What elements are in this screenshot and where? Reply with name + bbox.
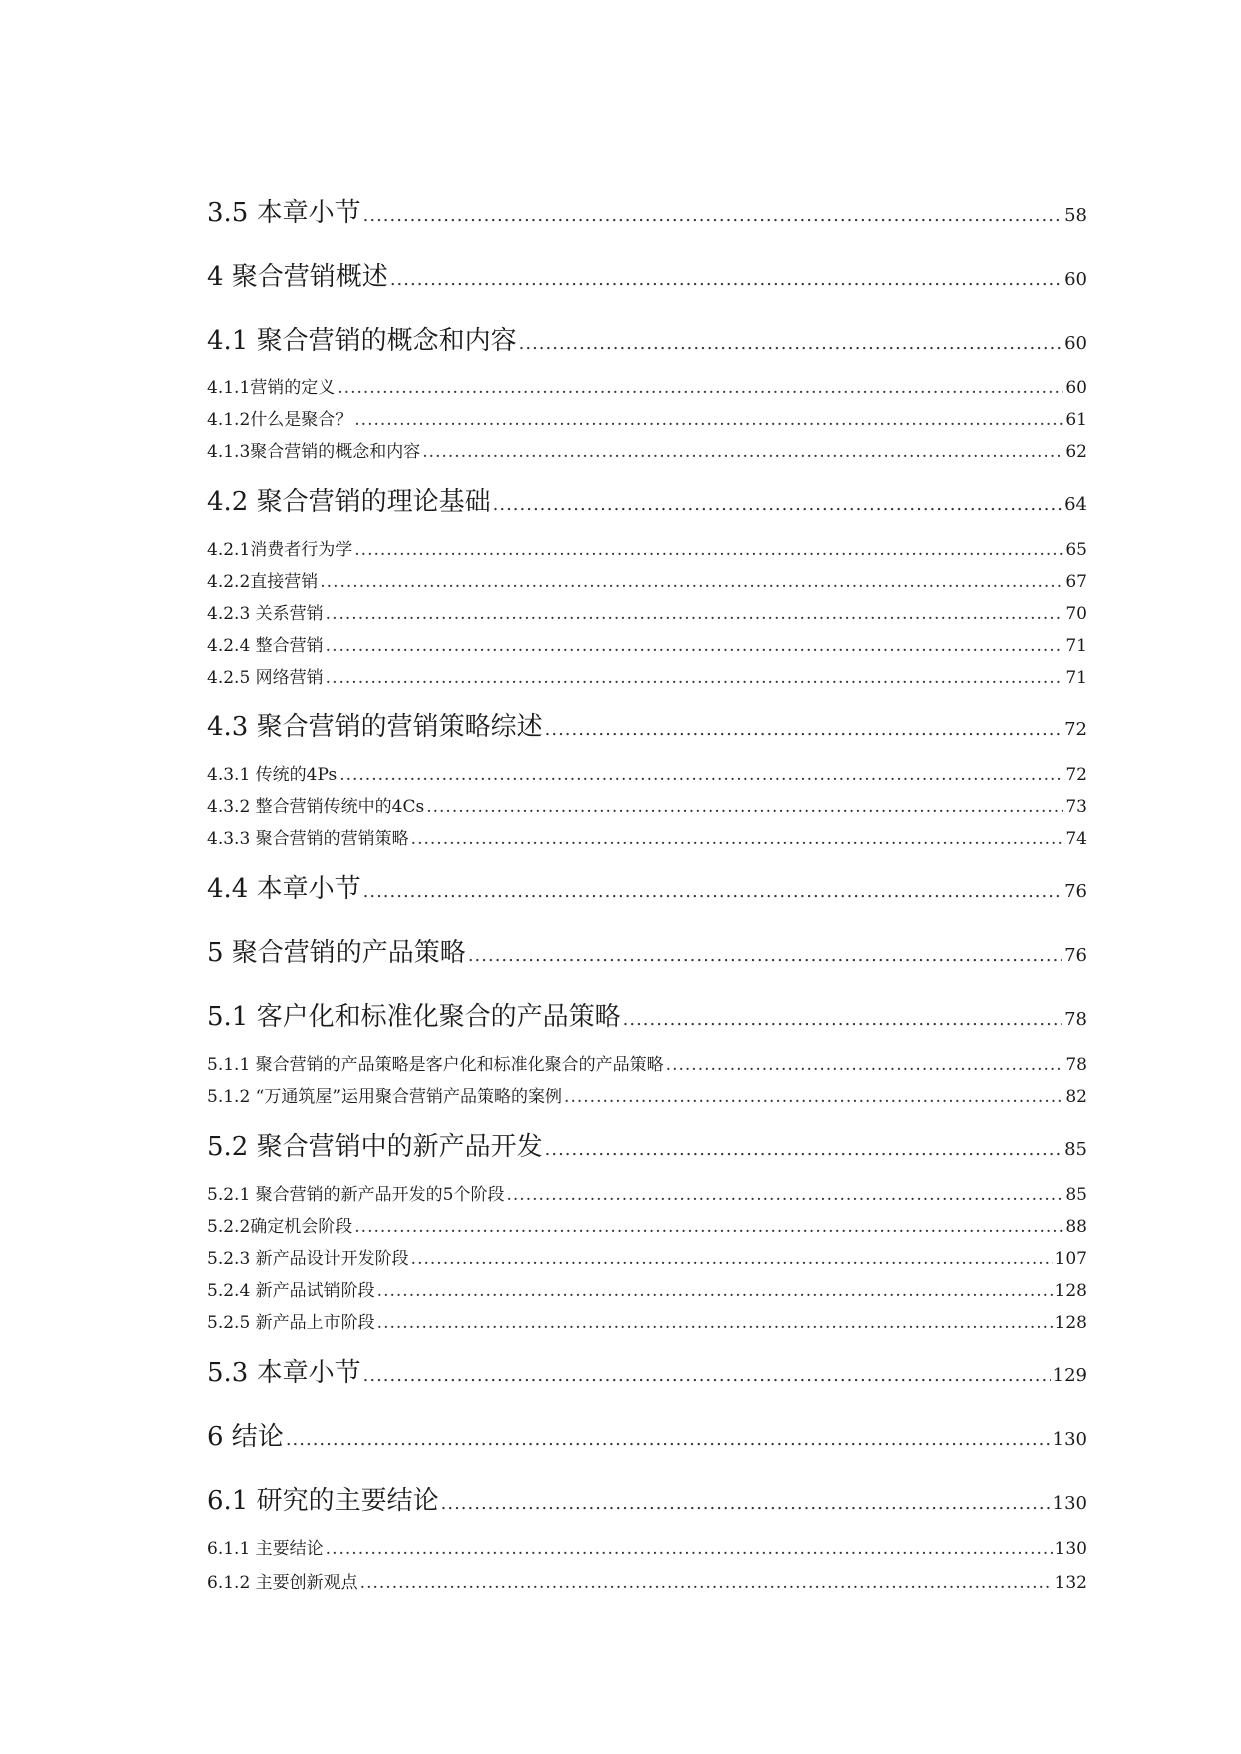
dot-leader bbox=[545, 719, 1062, 740]
toc-entry-title: 4.1 聚合营销的概念和内容 bbox=[207, 326, 517, 356]
dot-leader bbox=[363, 1365, 1051, 1386]
toc-entry[interactable] bbox=[207, 1212, 1087, 1237]
toc-entry-title: 4.2.4 整合营销 bbox=[207, 636, 324, 656]
toc-entry-title: 4.1.3聚合营销的概念和内容 bbox=[207, 442, 421, 462]
toc-entry-title: 4.2.5 网络营销 bbox=[207, 668, 324, 688]
toc-entry-title: 4.2.1消费者行为学 bbox=[207, 540, 353, 560]
dot-leader bbox=[564, 1087, 1063, 1107]
toc-entry-title: 5.2.1 聚合营销的新产品开发的5个阶段 bbox=[207, 1185, 505, 1205]
toc-entry[interactable] bbox=[207, 599, 1087, 624]
toc-entry-title: 4.3.1 传统的4Ps bbox=[207, 765, 338, 785]
toc-entry-title: 6.1.1 主要结论 bbox=[207, 1539, 324, 1559]
toc-entry[interactable] bbox=[207, 481, 1087, 518]
toc-entry[interactable] bbox=[207, 1352, 1087, 1389]
dot-leader bbox=[363, 881, 1062, 902]
toc-entry-page: 107 bbox=[1054, 1249, 1087, 1269]
toc-entry[interactable] bbox=[207, 760, 1087, 785]
toc-entry-page: 74 bbox=[1065, 829, 1087, 849]
toc-entry[interactable] bbox=[207, 405, 1087, 430]
dot-leader bbox=[320, 572, 1063, 592]
toc-entry[interactable] bbox=[207, 1480, 1087, 1517]
dot-leader bbox=[506, 1185, 1063, 1205]
toc-entry-page: 58 bbox=[1064, 205, 1087, 226]
dot-leader bbox=[545, 1139, 1062, 1160]
toc-entry-title: 4 聚合营销概述 bbox=[207, 262, 388, 292]
toc-entry-page: 78 bbox=[1064, 1009, 1087, 1030]
toc-entry[interactable] bbox=[207, 1050, 1087, 1075]
toc-entry-title: 6 结论 bbox=[207, 1422, 284, 1452]
toc-entry[interactable] bbox=[207, 1416, 1087, 1453]
toc-entry[interactable] bbox=[207, 824, 1087, 849]
toc-entry-page: 73 bbox=[1065, 797, 1087, 817]
toc-entry-title: 4.2 聚合营销的理论基础 bbox=[207, 487, 491, 517]
toc-entry-title: 3.5 本章小节 bbox=[207, 198, 361, 228]
dot-leader bbox=[326, 668, 1064, 688]
toc-entry-page: 88 bbox=[1065, 1217, 1087, 1237]
dot-leader bbox=[354, 410, 1063, 430]
toc-entry-page: 60 bbox=[1064, 333, 1087, 354]
toc-entry-page: 72 bbox=[1065, 765, 1087, 785]
toc-entry-page: 71 bbox=[1065, 668, 1087, 688]
toc-entry-title: 4.2.3 关系营销 bbox=[207, 604, 324, 624]
dot-leader bbox=[411, 1249, 1053, 1269]
toc-entry[interactable] bbox=[207, 437, 1087, 462]
dot-leader bbox=[426, 797, 1063, 817]
toc-entry[interactable] bbox=[207, 1534, 1087, 1559]
dot-leader bbox=[377, 1281, 1053, 1301]
toc-entry-title: 6.1.2 主要创新观点 bbox=[207, 1573, 358, 1593]
toc-entry-title: 5.2.5 新产品上市阶段 bbox=[207, 1313, 375, 1333]
toc-entry[interactable] bbox=[207, 1082, 1087, 1107]
toc-entry-page: 130 bbox=[1052, 1493, 1087, 1514]
toc-entry[interactable] bbox=[207, 792, 1087, 817]
toc-entry[interactable] bbox=[207, 1126, 1087, 1163]
toc-entry-page: 132 bbox=[1054, 1573, 1087, 1593]
dot-leader bbox=[411, 829, 1064, 849]
toc-entry[interactable] bbox=[207, 1276, 1087, 1301]
toc-entry-page: 62 bbox=[1065, 442, 1087, 462]
dot-leader bbox=[354, 540, 1063, 560]
toc-entry-page: 129 bbox=[1052, 1365, 1087, 1386]
toc-entry-title: 5.3 本章小节 bbox=[207, 1358, 361, 1388]
toc-entry-page: 72 bbox=[1064, 719, 1087, 740]
toc-entry-title: 5.1.1 聚合营销的产品策略是客户化和标准化聚合的产品策略 bbox=[207, 1055, 664, 1075]
toc-entry-page: 67 bbox=[1065, 572, 1087, 592]
toc-entry[interactable] bbox=[207, 1308, 1087, 1333]
dot-leader bbox=[363, 205, 1062, 226]
toc-entry-page: 128 bbox=[1054, 1313, 1087, 1333]
toc-entry-page: 130 bbox=[1054, 1539, 1087, 1559]
toc-entry[interactable] bbox=[207, 535, 1087, 560]
dot-leader bbox=[337, 378, 1063, 398]
dot-leader bbox=[493, 494, 1062, 515]
toc-entry-title: 5.2.3 新产品设计开发阶段 bbox=[207, 1249, 409, 1269]
toc-entry-title: 4.3.2 整合营销传统中的4Cs bbox=[207, 797, 425, 817]
toc-entry[interactable] bbox=[207, 1568, 1087, 1593]
dot-leader bbox=[326, 1539, 1053, 1559]
toc-entry-page: 65 bbox=[1065, 540, 1087, 560]
toc-entry-page: 76 bbox=[1064, 881, 1087, 902]
toc-entry[interactable] bbox=[207, 996, 1087, 1033]
toc-entry-title: 4.2.2直接营销 bbox=[207, 572, 319, 592]
toc-entry-page: 71 bbox=[1065, 636, 1087, 656]
dot-leader bbox=[377, 1313, 1053, 1333]
toc-entry[interactable] bbox=[207, 932, 1087, 969]
toc-entry-page: 85 bbox=[1065, 1185, 1087, 1205]
toc-entry-title: 5.2.2确定机会阶段 bbox=[207, 1217, 353, 1237]
toc-entry-page: 130 bbox=[1052, 1429, 1087, 1450]
toc-entry-page: 60 bbox=[1065, 378, 1087, 398]
dot-leader bbox=[623, 1009, 1062, 1030]
toc-entry[interactable] bbox=[207, 192, 1087, 229]
dot-leader bbox=[441, 1493, 1051, 1514]
toc-entry[interactable] bbox=[207, 567, 1087, 592]
toc-entry-page: 76 bbox=[1064, 945, 1087, 966]
toc-entry[interactable] bbox=[207, 631, 1087, 656]
dot-leader bbox=[326, 604, 1064, 624]
dot-leader bbox=[468, 945, 1062, 966]
toc-entry-title: 5.1.2 “万通筑屋”运用聚合营销产品策略的案例 bbox=[207, 1087, 563, 1107]
toc-entry[interactable] bbox=[207, 706, 1087, 743]
toc-entry[interactable] bbox=[207, 868, 1087, 905]
dot-leader bbox=[360, 1573, 1053, 1593]
toc-entry[interactable] bbox=[207, 1244, 1087, 1269]
toc-entry-title: 4.1.2什么是聚合？ bbox=[207, 410, 353, 430]
toc-entry-title: 5.1 客户化和标准化聚合的产品策略 bbox=[207, 1002, 621, 1032]
toc-entry-title: 6.1 研究的主要结论 bbox=[207, 1486, 439, 1516]
toc-entry[interactable] bbox=[207, 320, 1087, 357]
dot-leader bbox=[666, 1055, 1064, 1075]
dot-leader bbox=[354, 1217, 1063, 1237]
toc-entry[interactable] bbox=[207, 663, 1087, 688]
toc-entry-page: 85 bbox=[1064, 1139, 1087, 1160]
toc-entry-title: 4.4 本章小节 bbox=[207, 874, 361, 904]
dot-leader bbox=[519, 333, 1062, 354]
toc-entry-title: 4.3 聚合营销的营销策略综述 bbox=[207, 712, 543, 742]
toc-entry-page: 78 bbox=[1065, 1055, 1087, 1075]
toc-entry-page: 64 bbox=[1064, 494, 1087, 515]
toc-entry-title: 5.2 聚合营销中的新产品开发 bbox=[207, 1132, 543, 1162]
toc-entry-title: 5 聚合营销的产品策略 bbox=[207, 938, 466, 968]
dot-leader bbox=[286, 1429, 1051, 1450]
dot-leader bbox=[339, 765, 1063, 785]
toc-entry-page: 61 bbox=[1065, 410, 1087, 430]
toc-entry-page: 70 bbox=[1065, 604, 1087, 624]
toc-entry-page: 128 bbox=[1054, 1281, 1087, 1301]
toc-entry-page: 82 bbox=[1065, 1087, 1087, 1107]
toc-entry-page: 60 bbox=[1064, 269, 1087, 290]
toc-entry[interactable] bbox=[207, 1180, 1087, 1205]
toc-entry-title: 4.1.1营销的定义 bbox=[207, 378, 336, 398]
toc-entry[interactable] bbox=[207, 373, 1087, 398]
dot-leader bbox=[326, 636, 1064, 656]
toc-entry-title: 5.2.4 新产品试销阶段 bbox=[207, 1281, 375, 1301]
toc-entry-title: 4.3.3 聚合营销的营销策略 bbox=[207, 829, 409, 849]
dot-leader bbox=[422, 442, 1063, 462]
toc-entry[interactable] bbox=[207, 256, 1087, 293]
dot-leader bbox=[390, 269, 1062, 290]
